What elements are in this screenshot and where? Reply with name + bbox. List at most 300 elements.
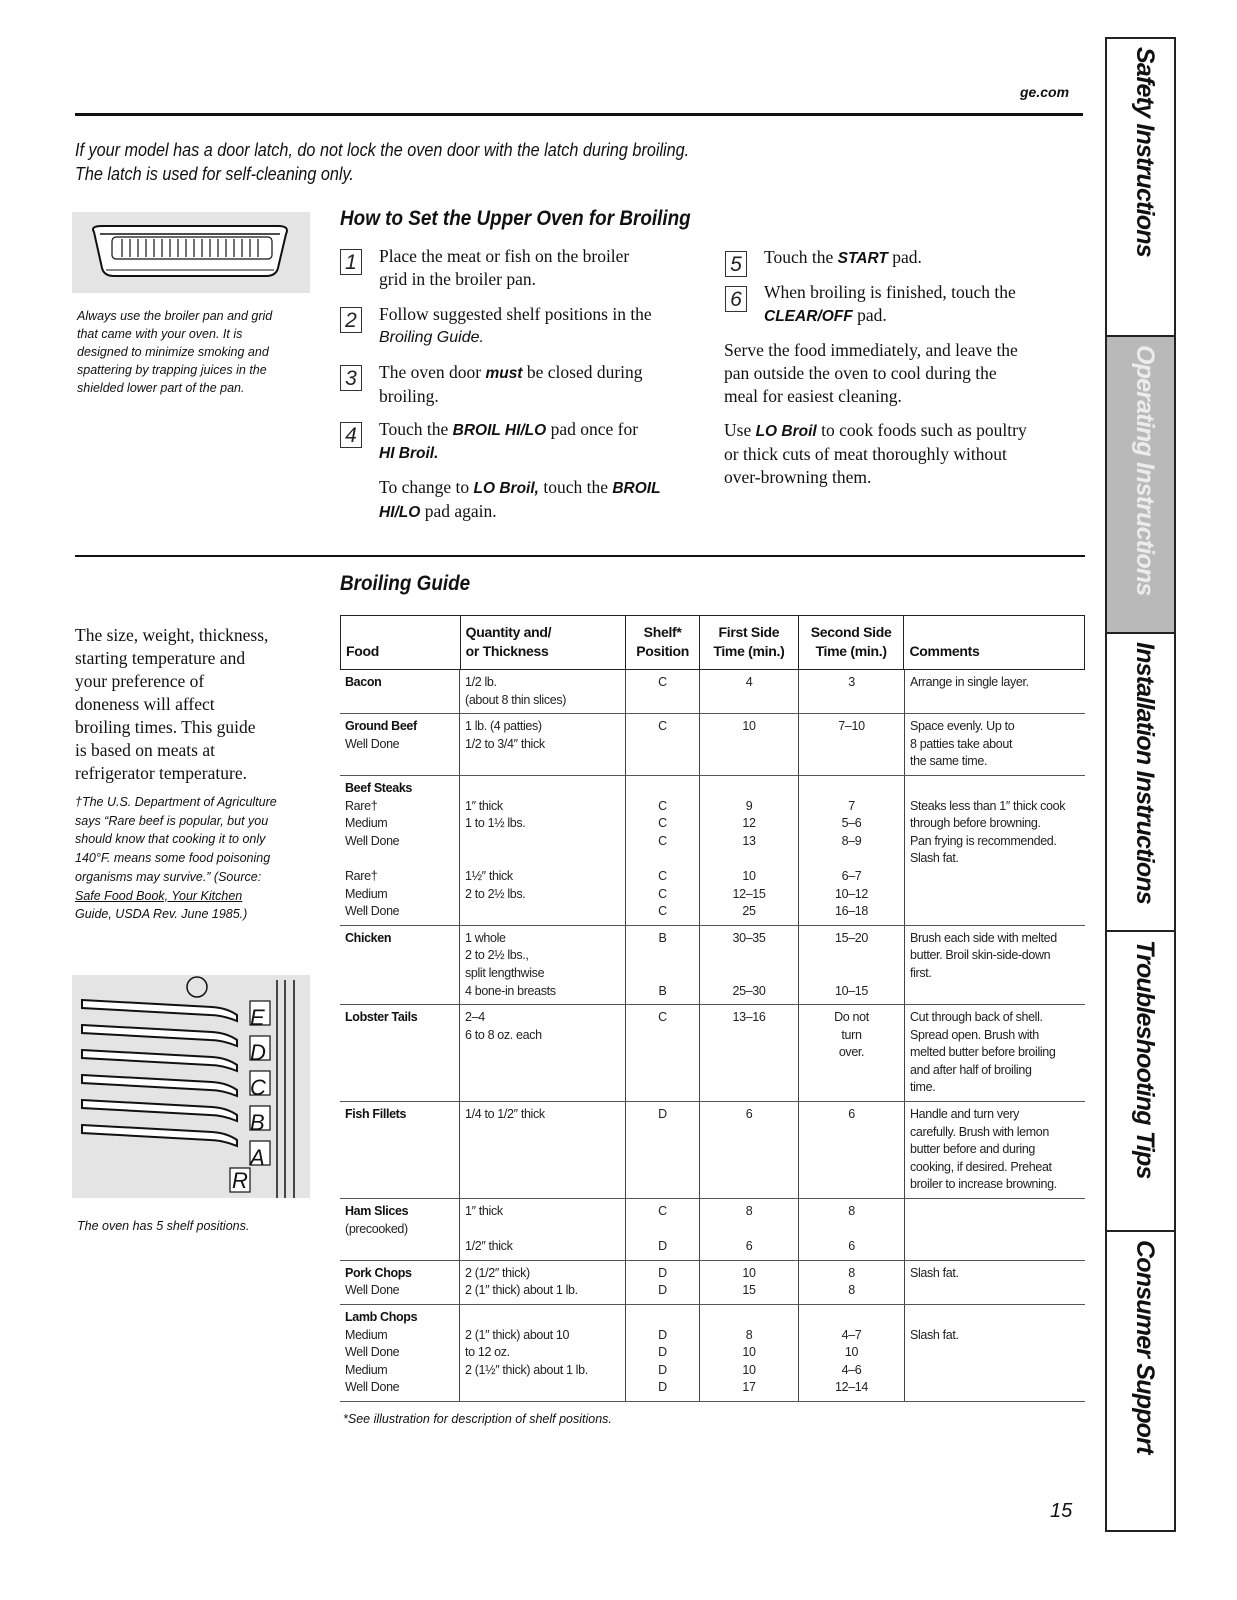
cell-shelf-position — [626, 926, 700, 1004]
cell-line: Medium — [345, 816, 388, 831]
tab-consumer-support[interactable] — [1107, 1232, 1174, 1530]
table-row — [340, 714, 1085, 776]
section-title-how-to-broil: How to Set the Upper Oven for Broiling — [340, 207, 691, 230]
cell-line: 15–20 — [834, 930, 868, 945]
cell-line: D — [658, 1239, 667, 1254]
step-6 — [764, 281, 1016, 328]
step-text: When broiling is finished, touch the — [764, 282, 1016, 302]
keyword: HI/LO — [379, 504, 421, 521]
cell-second-side-time — [799, 1005, 905, 1101]
cell-line: 1 lb. (4 patties) — [465, 719, 542, 734]
step-number: 5 — [725, 251, 747, 277]
cell-shelf-position — [626, 776, 700, 925]
cell-line: broiler to increase browning. — [910, 1177, 1057, 1192]
cell-line: C — [658, 798, 667, 813]
cell-line: 13 — [742, 833, 756, 848]
cell-line: 1″ thick — [465, 1204, 503, 1219]
step-text: grid in the broiler pan. — [379, 269, 536, 289]
cell-line: C — [658, 904, 667, 919]
caption-line: shielded lower part of the pan. — [77, 381, 245, 395]
text-line: Safe Food Book, Your Kitchen — [75, 888, 243, 903]
cell-line: 6–7 — [841, 868, 862, 883]
header-line — [909, 623, 1079, 642]
cell-line: 10 — [742, 868, 756, 883]
cell-line — [804, 947, 899, 965]
cell-first-side-time — [700, 1005, 799, 1101]
cell-line: Medium — [345, 1362, 388, 1377]
cell-shelf-position — [626, 1261, 700, 1304]
cell-line: 8 — [745, 1204, 753, 1219]
header-comments — [904, 616, 1084, 669]
cell-line: 25–30 — [732, 983, 766, 998]
cell-line: C — [658, 833, 667, 848]
section-title-broiling-guide: Broiling Guide — [340, 572, 471, 595]
cell-first-side-time — [700, 670, 799, 713]
cell-line: 6 to 8 oz. each — [465, 1027, 542, 1042]
table-footnote: *See illustration for description of shelf positions. — [343, 1412, 612, 1426]
section-divider — [75, 555, 1085, 557]
keyword: must — [485, 365, 523, 382]
cell-second-side-time — [799, 1199, 905, 1260]
cell-line — [465, 833, 620, 851]
cell-shelf-position — [626, 1102, 700, 1198]
cell-line: D — [658, 1265, 667, 1280]
cell-comments — [905, 714, 1085, 775]
shelf-label: B — [250, 1110, 265, 1135]
cell-line: 12–15 — [732, 886, 766, 901]
step-2 — [379, 303, 652, 349]
cell-line: Pork Chops — [345, 1265, 412, 1280]
cell-shelf-position — [626, 670, 700, 713]
step-text: pad again. — [420, 501, 497, 521]
cell-line: 2 to 2½ lbs. — [465, 886, 526, 901]
cell-line: Steaks less than 1″ thick cook — [910, 798, 1066, 813]
cell-second-side-time — [799, 1261, 905, 1304]
cell-line: 30–35 — [732, 930, 766, 945]
shelf-label: R — [232, 1168, 248, 1193]
text-line: 140°F. means some food poisoning — [75, 851, 271, 866]
broiling-time-note — [75, 624, 268, 785]
cell-line: Ham Slices — [345, 1204, 409, 1219]
tab-label: Troubleshooting Tips — [1131, 940, 1159, 1179]
cell-line: melted butter before broiling — [910, 1045, 1056, 1060]
step-number: 3 — [340, 365, 362, 391]
cell-quantity — [460, 670, 626, 713]
cell-line: 4–6 — [841, 1362, 862, 1377]
text-line: is based on meats at — [75, 740, 215, 760]
cell-line: 8 patties take about — [910, 736, 1013, 751]
step-text: be closed during — [522, 362, 643, 382]
header-shelf-position — [626, 616, 700, 669]
table-row — [340, 1102, 1085, 1199]
cell-first-side-time — [700, 1199, 799, 1260]
step-text: broiling. — [379, 386, 439, 406]
cell-line: C — [658, 719, 667, 734]
cell-line: C — [658, 1204, 667, 1219]
cell-line: through before browning. — [910, 816, 1041, 831]
intro-line: If your model has a door latch, do not lock the oven door with the latch during broiling. — [75, 140, 690, 160]
cell-comments — [905, 1261, 1085, 1304]
cell-line: 1 to 1½ lbs. — [465, 816, 526, 831]
shelf-positions-illustration — [72, 975, 310, 1198]
tab-safety-instructions[interactable] — [1107, 39, 1174, 337]
header-line: Shelf* — [643, 624, 682, 640]
text-line: pan outside the oven to cool during the — [724, 363, 997, 383]
cell-food — [340, 1261, 460, 1304]
cell-food — [340, 670, 460, 713]
cell-line: D — [658, 1380, 667, 1395]
table-row — [340, 670, 1085, 714]
cell-line: C — [658, 816, 667, 831]
cell-line: 10 — [742, 1345, 756, 1360]
cell-line: Medium — [345, 886, 388, 901]
text-line: organisms may survive.” (Source: — [75, 869, 262, 884]
tab-troubleshooting-tips[interactable] — [1107, 932, 1174, 1232]
cell-line: D — [658, 1107, 667, 1122]
step-number: 2 — [340, 307, 362, 333]
cell-line — [465, 1379, 620, 1397]
text-line: over-browning them. — [724, 467, 872, 487]
step-number: 4 — [340, 422, 362, 448]
step-number: 6 — [725, 286, 747, 312]
cell-quantity — [460, 1199, 626, 1260]
cell-line: Ground Beef — [345, 719, 417, 734]
step-text: pad once for — [546, 419, 639, 439]
door-latch-note — [75, 138, 689, 186]
cell-line — [804, 1309, 899, 1327]
cell-line — [705, 1309, 793, 1327]
text-line: starting temperature and — [75, 648, 246, 668]
broiling-guide-table — [340, 615, 1085, 1402]
cell-second-side-time — [799, 714, 905, 775]
cell-line: the same time. — [910, 754, 988, 769]
cell-line — [705, 780, 793, 798]
step-text: touch the — [538, 477, 613, 497]
cell-comments — [905, 1005, 1085, 1101]
text-line: should know that cooking it to only — [75, 832, 266, 847]
text-line: broiling times. This guide — [75, 717, 256, 737]
table-row — [340, 1005, 1085, 1102]
cell-line: and after half of broiling — [910, 1062, 1032, 1077]
cell-line — [631, 965, 694, 983]
caption-line: designed to minimize smoking and — [77, 345, 269, 359]
cell-line: 16–18 — [834, 904, 868, 919]
intro-line: The latch is used for self-cleaning only. — [75, 164, 354, 184]
keyword: LO Broil — [755, 423, 817, 440]
cell-line: 10 — [844, 1345, 859, 1360]
cell-line — [804, 850, 899, 868]
cell-line: Well Done — [345, 1345, 400, 1360]
cell-line — [804, 965, 899, 983]
shelf-label: C — [250, 1075, 266, 1100]
cell-line: Do not — [834, 1010, 869, 1025]
cell-line: Beef Steaks — [345, 780, 413, 795]
step-text: Place the meat or fish on the broiler — [379, 246, 630, 266]
cell-first-side-time — [700, 776, 799, 925]
tab-label: Safety Instructions — [1131, 47, 1159, 257]
cell-shelf-position — [626, 1305, 700, 1401]
text-line: The size, weight, thickness, — [75, 625, 269, 645]
cell-line: Fish Fillets — [345, 1107, 407, 1122]
site-url: ge.com — [1020, 84, 1070, 100]
text-line: says “Rare beef is popular, but you — [75, 813, 269, 828]
cell-first-side-time — [700, 1305, 799, 1401]
text-line: to cook foods such as poultry — [816, 420, 1027, 440]
caption-line: that came with your oven. It is — [77, 327, 243, 341]
cell-line: Slash fat. — [910, 1327, 959, 1342]
text-line: meal for easiest cleaning. — [724, 386, 902, 406]
cell-line: Well Done — [345, 1380, 400, 1395]
caption-line: spattering by trapping juices in the — [77, 363, 267, 377]
cell-line — [465, 850, 620, 868]
cell-line: Well Done — [345, 1283, 400, 1298]
header-food — [341, 616, 461, 669]
keyword: LO Broil, — [473, 480, 539, 497]
cell-line: 4 — [745, 675, 753, 689]
cell-comments — [905, 926, 1085, 1004]
cell-comments — [905, 1199, 1085, 1260]
keyword: HI Broil. — [379, 445, 439, 462]
cell-second-side-time — [799, 1305, 905, 1401]
keyword: CLEAR/OFF — [764, 308, 853, 325]
cell-line: (precooked) — [345, 1221, 408, 1236]
shelf-label: A — [250, 1145, 265, 1170]
cell-quantity — [460, 926, 626, 1004]
table-row — [340, 926, 1085, 1005]
table-header — [340, 615, 1085, 670]
header-quantity — [461, 616, 627, 669]
cell-line — [705, 965, 793, 983]
cell-line: 10–12 — [834, 886, 868, 901]
cell-food — [340, 1102, 460, 1198]
cell-line: 7 — [848, 798, 855, 813]
cell-line: 4 bone-in breasts — [465, 983, 556, 998]
cell-line: 15 — [742, 1283, 756, 1298]
cell-line: to 12 oz. — [465, 1345, 510, 1360]
tab-label: Installation Instructions — [1131, 642, 1159, 904]
cell-line: 10 — [742, 1265, 756, 1280]
cell-line: 4–7 — [841, 1327, 862, 1342]
usda-footnote — [75, 793, 277, 924]
cell-line: Well Done — [345, 833, 400, 848]
cell-line — [705, 1221, 793, 1239]
cell-line: 25 — [742, 904, 756, 919]
broiler-pan-illustration — [72, 212, 310, 293]
tab-label: Consumer Support — [1131, 1240, 1159, 1454]
table-body — [340, 670, 1085, 1402]
cell-quantity — [460, 714, 626, 775]
cell-second-side-time — [799, 926, 905, 1004]
cell-line: D — [658, 1327, 667, 1342]
cell-line — [910, 780, 1080, 798]
cell-quantity — [460, 1305, 626, 1401]
cell-line: C — [658, 886, 667, 901]
cell-line: Well Done — [345, 736, 400, 751]
cell-line: carefully. Brush with lemon — [910, 1124, 1049, 1139]
cell-line: 8 — [745, 1327, 753, 1342]
cell-line: 8 — [848, 1283, 855, 1298]
text-line: Guide, USDA Rev. June 1985.) — [75, 907, 248, 922]
cell-quantity — [460, 776, 626, 925]
cell-line: 1/2 to 3/4″ thick — [465, 736, 545, 751]
cell-line: turn — [841, 1027, 862, 1042]
cell-first-side-time — [700, 1261, 799, 1304]
broiler-pan-caption — [77, 307, 272, 397]
cell-line: 3 — [848, 675, 855, 689]
cell-shelf-position — [626, 1005, 700, 1101]
serve-note — [724, 339, 1018, 408]
cell-line: D — [658, 1345, 667, 1360]
step-text: Touch the — [764, 247, 838, 267]
cell-line — [465, 1221, 620, 1239]
cell-food — [340, 1199, 460, 1260]
cell-second-side-time — [799, 776, 905, 925]
cell-comments — [905, 670, 1085, 713]
cell-line: 13–16 — [732, 1010, 766, 1025]
cell-line: C — [658, 675, 667, 689]
step-text: Follow suggested shelf positions in the — [379, 304, 652, 324]
shelf-label: D — [250, 1040, 266, 1065]
shelf-label: E — [250, 1005, 265, 1030]
change-to-lo-broil — [379, 476, 661, 524]
cell-line: D — [658, 1362, 667, 1377]
cell-line: Well Done — [345, 904, 400, 919]
cell-line: 12 — [742, 816, 756, 831]
cell-quantity — [460, 1005, 626, 1101]
cell-line: first. — [910, 965, 932, 980]
cell-shelf-position — [626, 1199, 700, 1260]
cell-line: Chicken — [345, 930, 392, 945]
text-line: †The U.S. Department of Agriculture — [75, 795, 277, 809]
cell-line — [804, 780, 899, 798]
table-row — [340, 776, 1085, 926]
cell-line: time. — [910, 1080, 936, 1095]
text-line: or thick cuts of meat thoroughly without — [724, 444, 1007, 464]
step-1 — [379, 245, 629, 291]
cell-line: Lamb Chops — [345, 1310, 418, 1324]
cell-line: 8 — [848, 1204, 855, 1219]
cell-quantity — [460, 1261, 626, 1304]
keyword: START — [837, 250, 888, 267]
cell-line: Cut through back of shell. — [910, 1010, 1043, 1025]
cell-line: C — [658, 868, 667, 883]
cell-line: 7–10 — [838, 719, 865, 734]
cell-line: 8–9 — [841, 833, 862, 848]
keyword: BROIL — [612, 480, 661, 497]
caption-line: Always use the broiler pan and grid — [77, 309, 273, 323]
cell-line: 2 (1″ thick) about 1 lb. — [465, 1283, 578, 1298]
header-line: First Side — [718, 624, 780, 640]
cell-line — [705, 850, 793, 868]
cell-line: Slash fat. — [910, 1265, 959, 1280]
cell-quantity — [460, 1102, 626, 1198]
cell-line: 5–6 — [841, 816, 862, 831]
cell-line: 10 — [742, 719, 756, 734]
table-row — [340, 1261, 1085, 1305]
cell-line — [804, 1221, 899, 1239]
cell-line: Handle and turn very — [910, 1107, 1020, 1122]
cell-line: Slash fat. — [910, 851, 959, 866]
cell-line: 6 — [745, 1239, 753, 1254]
cell-line: butter before and during — [910, 1142, 1036, 1157]
header-line: Time (min.) — [815, 643, 887, 659]
cell-line — [631, 947, 694, 965]
cell-line: 8 — [848, 1265, 855, 1280]
cell-line — [465, 903, 620, 921]
cell-line: 1/2 lb. — [465, 675, 497, 689]
step-text: pad. — [852, 305, 887, 325]
lo-broil-note — [724, 419, 1027, 489]
cell-food — [340, 714, 460, 775]
step-text: Broiling Guide. — [379, 329, 484, 346]
cell-line — [910, 1309, 1080, 1327]
tab-installation-instructions[interactable] — [1107, 634, 1174, 932]
cell-line: Pan frying is recommended. — [910, 833, 1057, 848]
cell-second-side-time — [799, 670, 905, 713]
header-line: Quantity and/ — [465, 624, 552, 640]
cell-line: B — [658, 983, 667, 998]
cell-line: 1 whole — [465, 930, 506, 945]
step-3 — [379, 361, 643, 408]
cell-comments — [905, 1305, 1085, 1401]
cell-line: C — [658, 1010, 667, 1025]
cell-first-side-time — [700, 714, 799, 775]
cell-line — [631, 1221, 694, 1239]
table-row — [340, 1305, 1085, 1402]
text-line: Serve the food immediately, and leave the — [724, 340, 1018, 360]
cell-line: 1/2″ thick — [465, 1239, 513, 1254]
cell-line: 1½″ thick — [465, 868, 513, 883]
cell-line — [631, 1309, 694, 1327]
cell-line: cooking, if desired. Preheat — [910, 1159, 1052, 1174]
cell-shelf-position — [626, 714, 700, 775]
cell-line — [345, 850, 454, 868]
cell-line: Rare† — [345, 868, 378, 883]
header-second-side-time — [799, 616, 905, 669]
cell-line: 17 — [742, 1380, 756, 1395]
table-row — [340, 1199, 1085, 1261]
cell-line: 1/4 to 1/2″ thick — [465, 1107, 545, 1122]
step-text: To change to — [379, 477, 474, 497]
cell-line: Arrange in single layer. — [910, 675, 1029, 689]
cell-line: 2 (1″ thick) about 10 — [465, 1327, 570, 1342]
cell-line: Spread open. Brush with — [910, 1027, 1039, 1042]
text-line: your preference of — [75, 671, 205, 691]
cell-line — [631, 780, 694, 798]
cell-line — [631, 850, 694, 868]
tab-label: Operating Instructions — [1131, 345, 1159, 596]
cell-line: 6 — [745, 1107, 753, 1122]
cell-line — [465, 1309, 620, 1327]
tab-operating-instructions[interactable] — [1107, 337, 1174, 634]
header-line: Food — [346, 643, 380, 659]
cell-line: 2 to 2½ lbs., — [465, 948, 529, 963]
cell-line: Bacon — [345, 675, 382, 689]
cell-first-side-time — [700, 1102, 799, 1198]
cell-comments — [905, 776, 1085, 925]
header-line: Second Side — [810, 624, 892, 640]
cell-line: 6 — [848, 1239, 855, 1254]
cell-line: 10 — [742, 1362, 756, 1377]
cell-line — [705, 947, 793, 965]
header-line: Position — [636, 643, 690, 659]
cell-line: 2 (1½″ thick) about 1 lb. — [465, 1362, 588, 1377]
header-line: or Thickness — [465, 643, 549, 659]
cell-food — [340, 1305, 460, 1401]
cell-second-side-time — [799, 1102, 905, 1198]
text-line: Use — [724, 420, 756, 440]
cell-food — [340, 926, 460, 1004]
